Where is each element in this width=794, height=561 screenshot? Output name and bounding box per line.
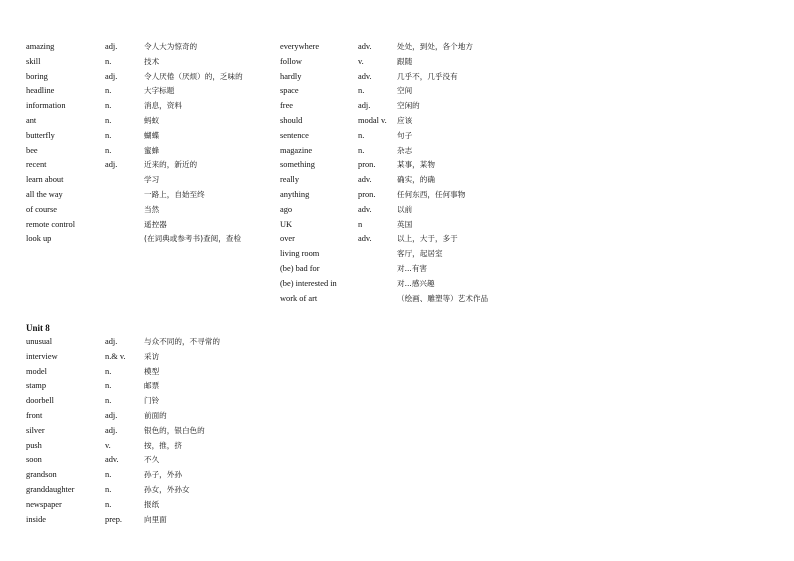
vocab-part-of-speech: n.: [105, 145, 112, 155]
vocab-meaning: 几乎不，几乎没有: [397, 71, 458, 81]
vocab-meaning: 跟随: [397, 56, 413, 66]
vocab-row: [26, 513, 286, 528]
vocab-word: headline: [26, 86, 55, 96]
vocab-part-of-speech: n.: [105, 381, 112, 391]
vocab-row: [26, 394, 286, 409]
vocab-row: [26, 40, 286, 55]
vocab-row: [26, 439, 286, 454]
vocab-part-of-speech: n.: [358, 145, 365, 155]
vocab-part-of-speech: adj.: [105, 425, 118, 435]
vocab-word: interview: [26, 351, 58, 361]
vocab-row: [280, 188, 580, 203]
vocab-part-of-speech: n.: [105, 115, 112, 125]
vocab-meaning: 句子: [397, 130, 413, 140]
vocab-meaning: 门铃: [144, 396, 160, 406]
vocab-meaning: 以上，大于，多于: [397, 234, 458, 244]
vocab-word: something: [280, 160, 315, 170]
vocab-part-of-speech: pron.: [358, 189, 376, 199]
vocab-meaning: 确实，的确: [397, 175, 435, 185]
vocab-row: [280, 262, 580, 277]
vocab-row: [280, 247, 580, 262]
vocab-meaning: 杂志: [397, 145, 413, 155]
vocab-word: model: [26, 366, 47, 376]
unit8-list: [26, 335, 286, 527]
vocab-row: [280, 173, 580, 188]
vocab-row: [280, 40, 580, 55]
vocab-row: [280, 232, 580, 247]
vocab-word: unusual: [26, 337, 53, 346]
vocab-meaning: 蜜蜂: [144, 145, 160, 155]
vocab-meaning: 对...感兴趣: [397, 278, 435, 288]
unit8-section: [26, 321, 286, 527]
vocab-meaning: 报纸: [144, 499, 160, 509]
vocab-word: grandson: [26, 470, 57, 480]
vocab-word: recent: [26, 160, 47, 170]
vocab-meaning: 学习: [144, 175, 160, 185]
vocab-word: ago: [280, 204, 293, 214]
vocab-meaning: 令人厌倦（厌烦）的，乏味的: [144, 71, 243, 81]
vocab-row: [26, 173, 286, 188]
vocab-part-of-speech: n.: [105, 130, 112, 140]
vocab-word: look up: [26, 234, 52, 244]
vocab-meaning: 银色的，银白色的: [144, 425, 205, 435]
vocab-part-of-speech: n.: [358, 130, 365, 140]
vocab-meaning: 向里面: [144, 514, 167, 524]
vocab-part-of-speech: v.: [105, 440, 111, 450]
vocab-part-of-speech: adv.: [358, 71, 372, 81]
vocab-word: over: [280, 234, 295, 244]
vocab-meaning: 客厅，起居室: [397, 249, 443, 259]
unit-title: Unit 8: [26, 323, 50, 333]
vocab-word: sentence: [280, 130, 309, 140]
vocab-word: anything: [280, 189, 310, 199]
vocab-word: free: [280, 101, 294, 111]
vocab-part-of-speech: n.: [105, 86, 112, 96]
vocab-meaning: 孙女，外孙女: [144, 484, 190, 494]
vocab-meaning: 不久: [144, 455, 160, 465]
vocab-meaning: 空间: [397, 86, 413, 96]
vocab-meaning: 空闲的: [397, 101, 420, 111]
vocab-row: [280, 292, 580, 307]
vocab-meaning: 蝴蝶: [144, 130, 160, 140]
vocab-part-of-speech: n.: [105, 101, 112, 111]
vocab-row: [280, 144, 580, 159]
vocab-part-of-speech: adj.: [105, 337, 118, 346]
vocab-word: inside: [26, 514, 47, 524]
vocab-row: [280, 114, 580, 129]
vocab-meaning: 以前: [397, 204, 413, 214]
vocab-meaning: 按，推，挤: [144, 440, 182, 450]
vocab-row: [26, 232, 286, 247]
vocab-word: newspaper: [26, 499, 62, 509]
vocab-meaning: (在词典或参考书)查阅，查检: [144, 234, 242, 244]
vocab-row: [26, 350, 286, 365]
vocab-row: [26, 453, 286, 468]
vocab-row: [26, 99, 286, 114]
vocab-meaning: 与众不同的，不寻常的: [144, 337, 220, 346]
vocab-row: [26, 158, 286, 173]
vocab-part-of-speech: pron.: [358, 160, 376, 170]
vocab-meaning: 大字标题: [144, 86, 175, 96]
vocab-row: [26, 188, 286, 203]
vocab-part-of-speech: adj.: [105, 160, 118, 170]
vocab-part-of-speech: adv.: [358, 234, 372, 244]
vocab-word: magazine: [280, 145, 313, 155]
vocab-word: work of art: [280, 293, 318, 303]
vocab-row: [26, 218, 286, 233]
vocab-part-of-speech: adj.: [105, 410, 118, 420]
vocab-word: really: [280, 175, 300, 185]
vocab-word: amazing: [26, 42, 55, 51]
vocab-word: (be) bad for: [280, 263, 320, 273]
vocab-part-of-speech: modal v.: [358, 115, 387, 125]
vocab-word: (be) interested in: [280, 278, 337, 288]
vocab-part-of-speech: n.: [105, 56, 112, 66]
vocab-word: push: [26, 440, 42, 450]
vocab-part-of-speech: adv.: [358, 204, 372, 214]
vocab-part-of-speech: prep.: [105, 514, 122, 524]
vocab-meaning: 应该: [397, 115, 413, 125]
vocab-row: [280, 277, 580, 292]
vocab-word: bee: [26, 145, 38, 155]
vocab-row: [26, 424, 286, 439]
vocab-part-of-speech: n.: [105, 366, 112, 376]
vocab-row: [26, 409, 286, 424]
vocab-meaning: 英国: [397, 219, 413, 229]
vocab-row: [280, 129, 580, 144]
vocab-word: everywhere: [280, 42, 320, 51]
vocab-row: [280, 70, 580, 85]
vocab-part-of-speech: n.: [105, 499, 112, 509]
vocab-row: [280, 55, 580, 70]
vocab-part-of-speech: adj.: [105, 71, 118, 81]
vocab-word: silver: [26, 425, 45, 435]
vocab-row: [280, 84, 580, 99]
vocab-row: [26, 144, 286, 159]
vocab-word: of course: [26, 204, 57, 214]
vocab-word: butterfly: [26, 130, 55, 140]
vocab-meaning: 近来的，新近的: [144, 160, 198, 170]
vocab-part-of-speech: n.: [105, 470, 112, 480]
vocab-meaning: 前面的: [144, 410, 167, 420]
vocab-part-of-speech: n.: [105, 484, 112, 494]
vocab-word: stamp: [26, 381, 47, 391]
vocab-column-left: [26, 40, 286, 247]
vocab-part-of-speech: adv.: [358, 42, 372, 51]
vocab-word: remote control: [26, 219, 76, 229]
vocab-meaning: 遥控器: [144, 219, 167, 229]
vocab-meaning: 任何东西，任何事物: [397, 189, 466, 199]
vocab-row: [280, 158, 580, 173]
vocab-meaning: 模型: [144, 366, 160, 376]
vocab-row: [26, 483, 286, 498]
vocab-part-of-speech: n.& v.: [105, 351, 126, 361]
vocab-column-right: [280, 40, 580, 306]
vocab-part-of-speech: n.: [105, 396, 112, 406]
vocab-word: boring: [26, 71, 48, 81]
vocab-meaning: 邮票: [144, 381, 160, 391]
vocab-meaning: 处处，到处，各个地方: [397, 42, 473, 51]
vocab-word: skill: [26, 56, 41, 66]
vocab-row: [26, 335, 286, 350]
vocab-word: UK: [280, 219, 293, 229]
vocab-word: ant: [26, 115, 37, 125]
vocab-row: [280, 203, 580, 218]
vocab-row: [26, 203, 286, 218]
vocab-word: should: [280, 115, 303, 125]
vocab-row: [280, 218, 580, 233]
vocab-word: space: [280, 86, 299, 96]
vocab-part-of-speech: adv.: [358, 175, 372, 185]
vocab-word: front: [26, 410, 43, 420]
vocab-word: learn about: [26, 175, 64, 185]
vocab-meaning: 当然: [144, 204, 160, 214]
vocab-meaning: 某事，某物: [397, 160, 435, 170]
vocab-word: granddaughter: [26, 484, 75, 494]
vocab-row: [26, 365, 286, 380]
vocab-meaning: 消息，资料: [144, 101, 182, 111]
vocab-word: living room: [280, 249, 320, 259]
vocab-part-of-speech: n.: [358, 86, 365, 96]
vocab-word: all the way: [26, 189, 63, 199]
vocab-row: [26, 379, 286, 394]
vocab-meaning: 采访: [144, 351, 160, 361]
vocab-row: [280, 99, 580, 114]
vocab-word: follow: [280, 56, 302, 66]
vocab-row: [26, 498, 286, 513]
vocab-word: hardly: [280, 71, 302, 81]
vocab-meaning: （绘画、雕塑等）艺术作品: [397, 293, 489, 303]
vocab-row: [26, 70, 286, 85]
vocab-word: doorbell: [26, 396, 54, 406]
vocab-part-of-speech: adj.: [105, 42, 118, 51]
vocab-row: [26, 55, 286, 70]
vocab-meaning: 技术: [144, 56, 160, 66]
vocab-word: soon: [26, 455, 42, 465]
vocab-row: [26, 114, 286, 129]
vocab-meaning: 对...有害: [397, 263, 428, 273]
vocab-word: information: [26, 101, 66, 111]
vocab-part-of-speech: n: [358, 219, 363, 229]
vocab-row: [26, 129, 286, 144]
vocab-meaning: 孙子，外孙: [144, 470, 182, 480]
vocab-meaning: 一路上，自始至终: [144, 189, 205, 199]
vocab-meaning: 令人大为惊奇的: [144, 42, 198, 51]
vocab-part-of-speech: adv.: [105, 455, 119, 465]
vocab-part-of-speech: adj.: [358, 101, 371, 111]
vocab-row: [26, 468, 286, 483]
vocab-part-of-speech: v.: [358, 56, 364, 66]
vocab-meaning: 蚂蚁: [144, 115, 160, 125]
vocab-row: [26, 84, 286, 99]
